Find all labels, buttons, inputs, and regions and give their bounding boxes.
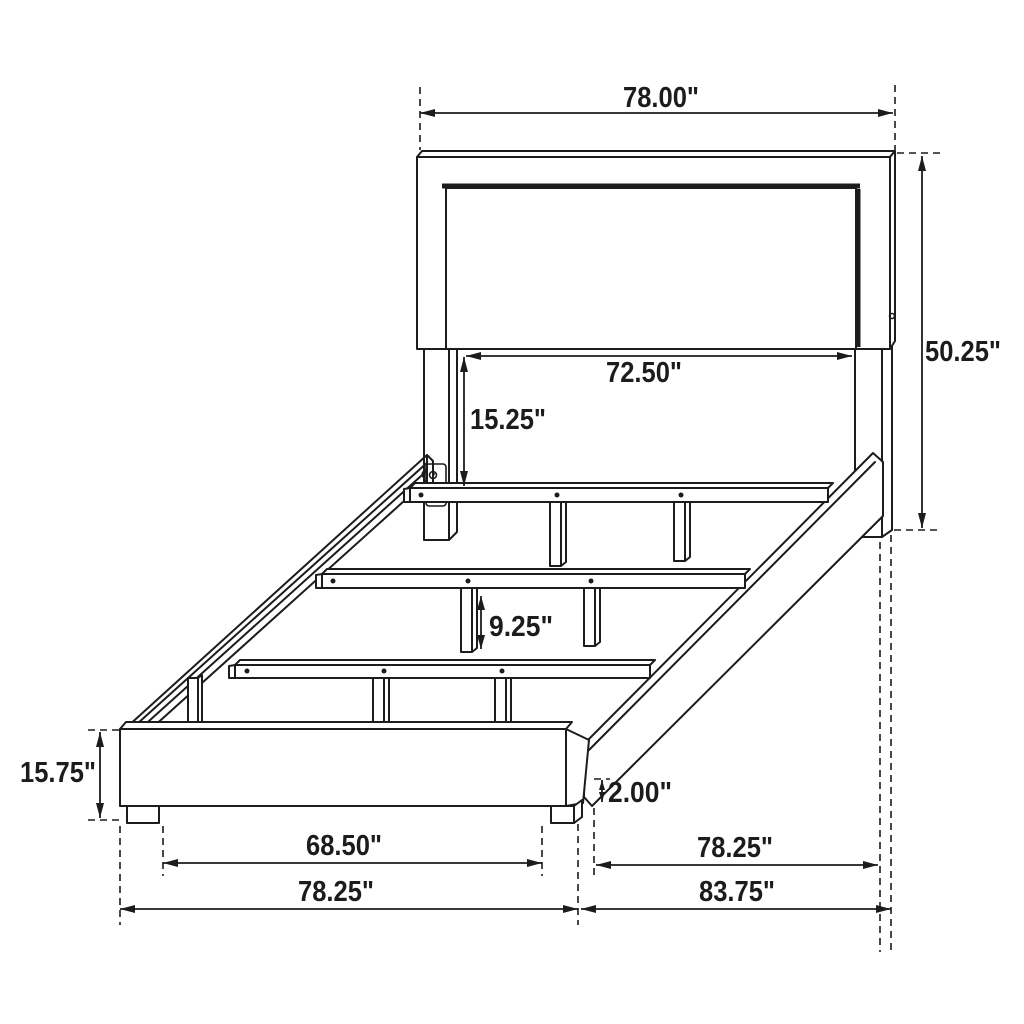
headboard <box>417 151 895 349</box>
dim-headboard-height-label: 50.25" <box>925 336 1001 368</box>
dim-panel-width-label: 72.50" <box>606 357 682 389</box>
dim-footboard-width-label: 78.25" <box>298 876 374 908</box>
dim-overall-length-label: 83.75" <box>699 876 775 908</box>
footboard-right-foot <box>551 806 574 823</box>
dim-overall-length <box>581 876 891 913</box>
dim-footboard-inner-width <box>163 830 542 867</box>
slat-rear <box>404 483 833 502</box>
dim-slat-leg-height <box>477 596 553 649</box>
dim-rail-length <box>596 832 878 869</box>
dim-headboard-height <box>894 153 1001 530</box>
dim-footboard-height-label: 15.75" <box>20 757 96 789</box>
dim-footboard-height <box>20 730 121 820</box>
footboard-left-foot <box>127 806 159 823</box>
headboard-left-leg <box>424 343 457 540</box>
dim-rail-thickness-label: 2.00" <box>608 777 672 809</box>
dim-headboard-width-label: 78.00" <box>623 82 699 114</box>
dim-footboard-inner-width-label: 68.50" <box>306 830 382 862</box>
dim-footboard-width <box>120 876 578 913</box>
dim-panel-to-rail-label: 15.25" <box>470 404 546 436</box>
dim-panel-width <box>466 352 852 389</box>
headboard-inner-panel <box>442 186 860 349</box>
dim-rail-length-label: 78.25" <box>697 832 773 864</box>
slat-front <box>229 660 655 678</box>
footboard <box>120 722 589 823</box>
dim-panel-to-rail-height <box>460 357 546 486</box>
slat-middle <box>316 569 750 588</box>
dim-headboard-width <box>420 82 895 150</box>
right-side-rail <box>584 453 883 806</box>
dim-slat-leg-height-label: 9.25" <box>489 611 553 643</box>
